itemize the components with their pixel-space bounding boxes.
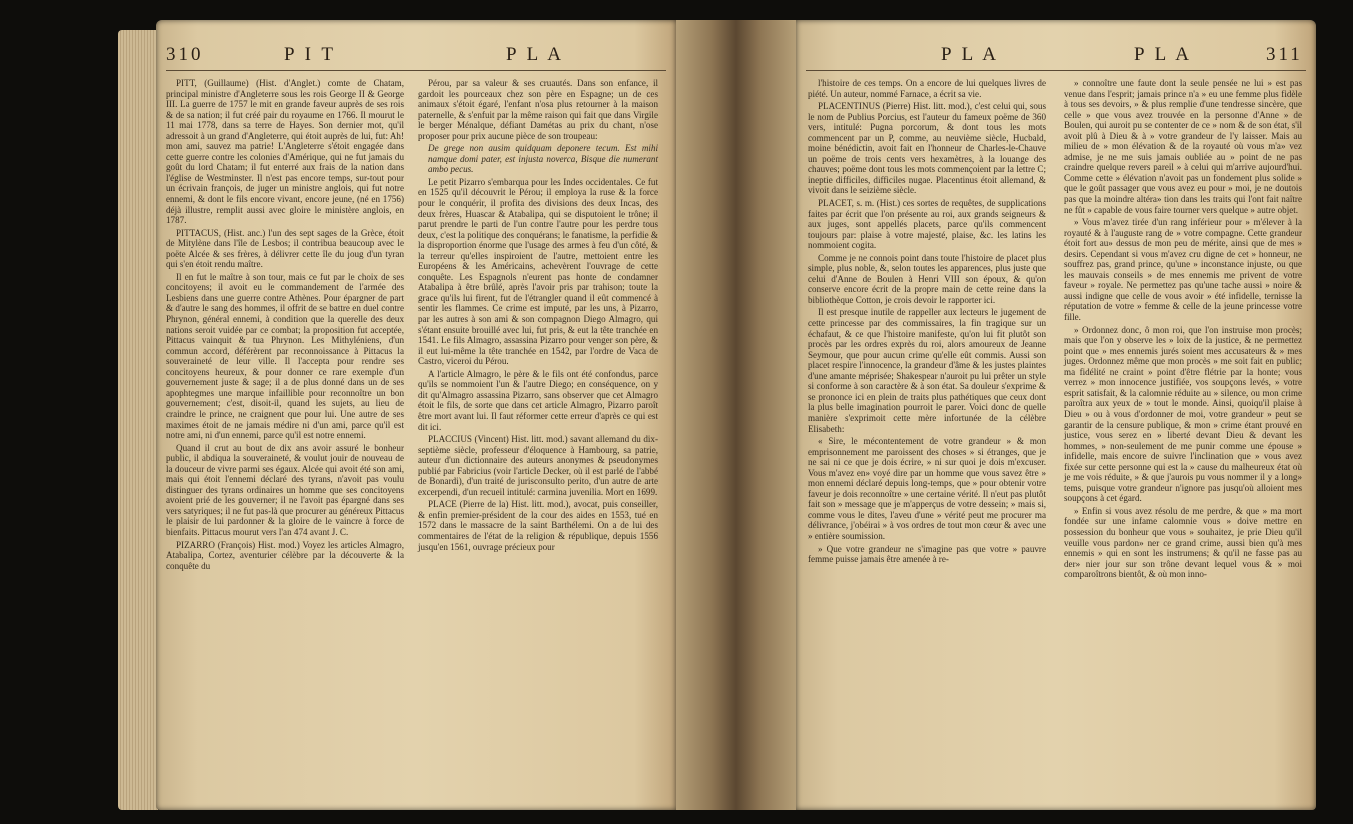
paragraph: PITTACUS, (Hist. anc.) l'un des sept sages de la Grèce, étoit de Mitylène dans l'île de Lesbos; il contribua beaucoup avec le poëte Alcée & ses frères, à délivrer cette île du joug d'un tyran qui s'en étoit rendu maître. — [166, 227, 404, 270]
text-column-right — [418, 78, 658, 554]
book-gutter — [676, 20, 796, 810]
header-rule — [806, 70, 1306, 71]
text-column-left — [166, 78, 404, 573]
text-column-right — [1064, 78, 1302, 582]
paragraph: Pérou, par sa valeur & ses cruautés. Dans son enfance, il gardoit les pourceaux chez son père en Espagne; un de ces animaux s'étoit égaré, l'enfant n'osa plus retourner à la maison paternelle, & s'enfuit par la même raison qui fait que dans Virgile le berger Ménalque, défiant Damétas au prix du chant, n'ose proposer pour prix aucune pièce de son troupeau: — [418, 78, 658, 141]
paragraph: » Vous m'avez tirée d'un rang inférieur pour » m'élever à la royauté & à l'auguste rang de » votre compagne. Cette grandeur étoit fort au» dessus de mon peu de mérite, ainsi que de mes » desirs. Cependant si vous m'avez cru digne de cet » honneur, ne souffrez pas, grand prince, qu'une » inconstance injuste, ou que les mauvais conseils » de mes ennemis me privent de votre faveur » royale. Ne permettez pas qu'une tache aussi » noire & aussi indigne que celle de vous avoir » été infidelle, ternisse la réputation de votre » femme & celle de la jeune princesse votre fille. — [1064, 217, 1302, 323]
running-header: P I T — [284, 44, 336, 65]
running-header: P L A — [941, 44, 999, 65]
right-page — [796, 20, 1316, 810]
paragraph: l'histoire de ces temps. On a encore de lui quelques livres de piété. Un auteur, nommé Farnace, a écrit sa vie. — [808, 78, 1046, 99]
header-rule — [166, 70, 666, 71]
latin-quote: De grege non ausim quidquam deponere tecum. Est mihi namque domi pater, est injusta noverca, Bisque die numerant ambo pecus. — [428, 143, 658, 175]
paragraph: Quand il crut au bout de dix ans avoir assuré le bonheur public, il abdiqua la souveraineté, & voulut jouir de nouveau de la douceur de vivre parmi ses égaux. Alcée qui avoit été son ami, mais qui étoit l'ennemi déclaré des tyrans, n'avoit pas voulu distinguer des tyrans ordinaires un homme que ses concitoyens avoient prié de les gouverner; il ne l'avoit pas épargné dans ses vers satyriques; il ne fut pas-là que procurer au généreux Pittacus le plaisir de lui pardonner & la gloire de le vaincre à force de bienfaits. Pittacus mourut vers l'an 474 avant J. C. — [166, 442, 404, 537]
paragraph: » Enfin si vous avez résolu de me perdre, & que » ma mort fondée sur une infame calomnie vous » doive mettre en possession du bonheur que vous » souhaitez, je prie Dieu qu'il veuille vous pardon» ner ce grand crime, aussi bien qu'à mes ennemis » qui en sont les instrumens; & qu'il ne fasse pas au der» nier jour sur son trône devant lequel vous & » moi comparoîtrons bientôt, & où mon inno- — [1064, 505, 1302, 580]
running-header: P L A — [506, 44, 564, 65]
paragraph: PLACE (Pierre de la) Hist. litt. mod.), avocat, puis conseiller, & enfin premier-président de la cour des aides en 1553, tué en 1572 dans le massacre de la saint Barthélemi. On a de lui des commentaires de l'état de la religion & république, depuis 1556 jusqu'en 1561, ouvrage précieux pour — [418, 499, 658, 552]
text-column-left — [808, 78, 1046, 567]
paragraph: » Que votre grandeur ne s'imagine pas que votre » pauvre femme puisse jamais être amenée à re- — [808, 543, 1046, 565]
paragraph: Il en fut le maître à son tour, mais ce fut par le choix de ses concitoyens; il avoit eu le commandement de l'armée des Lesbiens dans une guerre contre Athènes. Pour épargner de part & d'autre le sang des hommes, il offrit de se battre en duel contre Phrynon, général ennemi, à condition que la querelle des deux nations seroit vuidée par ce combat; la proposition fut acceptée, Pittacus vainquit & tua Phrynon. Les Mithyléniens, d'un commun accord, déférèrent par reconnoissance à Pittacus la souveraineté de leur ville. Il l'accepta pour rendre ses concitoyens heureux, & pour donner ce rare exemple d'un gouvernement juste & sage; il a de plus donné dans un de ses apophtegmes une marque infaillible pour reconnoître un bon gouvernement; c'est, disoit-il, quand les sujets, au lieu de craindre le prince, ne craignent que pour lui. Une autre de ses maximes étoit de ne jamais médire ni d'un ami, parce qu'il est notre ami, ni d'un ennemi, parce qu'il est notre ennemi. — [166, 271, 404, 441]
left-page — [156, 20, 676, 810]
paragraph: A l'article Almagro, le père & le fils ont été confondus, parce qu'ils se nommoient l'un & l'autre Diego; en conséquence, on y dit qu'Almagro assassina Pizarro, sans observer que cet Almagro étoit le fils, de sorte que dans cet article Almagro, Pizarro paroît être mort avant lui. Il faut réformer cette erreur d'après ce qui est dit ici. — [418, 368, 658, 432]
paragraph: Il est presque inutile de rappeller aux lecteurs le jugement de cette princesse par des commissaires, la fin tragique sur un échafaut, & ce que l'histoire manifeste, qu'on lui fit plutôt son procès par les ordres exprès du roi, alors amoureux de Jeanne Seymour, que pour aucun crime qu'elle eût commis. Aussi son placet respire l'innocence, la grandeur d'âme & les justes plaintes d'une amante méprisée; Shakespear n'auroit pu lui prêter un style si conforme à son caractère & à son état. Sa douleur s'exprime & se prononce ici en plein de traits plus pathétiques que ceux dont la plus belle imagination pourroit le parer. Voici donc de quelle manière s'exprimoit cette mère infortunée de la célèbre Elisabeth: — [808, 307, 1046, 434]
paragraph: » connoître une faute dont la seule pensée ne lui » est pas venue dans l'esprit; jamais prince n'a » eu une femme plus fidèle à tous ses devoirs, » & plus remplie d'une tendresse sincère, que celle » que vous avez trouvée en la personne d'Anne » de Boulen, qui auroit pu se contenter de ce » nom & de son état, s'il avoit plû à Dieu & à » votre grandeur de l'y laisser. Mais au milieu de » mon élévation & de la royauté où vous m'a» vez admise, je ne me suis jamais oubliée au » point de ne pas craindre quelque revers pareil » à celui qui m'arrive aujourd'hui. Comme cette » élévation n'avoit pas un fondement plus solide » que le goût passager que vous avez eu pour » moi, je ne doutois pas que la moindre altéra» tion dans les traits qui l'ont fait naître ne fût » capable de vous faire tourner vers quelque » autre objet. — [1064, 78, 1302, 215]
paragraph: PLACENTINUS (Pierre) Hist. litt. mod.), c'est celui qui, sous le nom de Publius Porcius, est l'auteur du fameux poëme de 360 vers, intitulé: Pugna porcorum, & dont tous les mots commencent par un P, comme, au neuvième siècle, Hucbald, moine bénédictin, avoit fait en l'honneur de Charles-le-Chauve un poëme de trois cents vers hexamètres, à la louange des chauves; poëme dont tous les mots commençoient par la lettre C; ineptie difficiles, difficiles nugae. Placentinus étoit allemand, & vivoit dans le seizième siècle. — [808, 101, 1046, 196]
page-number: 310 — [166, 44, 204, 65]
paragraph: PIZARRO (François) Hist. mod.) Voyez les articles Almagro, Atabalipa, Cortez, aventurier célèbre par la découverte & la conquête du — [166, 539, 404, 571]
paragraph: PLACET, s. m. (Hist.) ces sortes de requêtes, de supplications faites par écrit que l'on présente au roi, aux grands seigneurs & aux juges, sont appellés placets, parce qu'ils commencent toujours par: plaise à votre majesté, plaise, &c. les latins les nommoient cogita. — [808, 198, 1046, 251]
paragraph: » Ordonnez donc, ô mon roi, que l'on instruise mon procès; mais que l'on y observe les » loix de la justice, & ne permettez point que » mes ennemis jurés soient mes accusateurs & » mes juges. Ordonnez même que mon procès » me soit fait en public; ma fidélité ne craint » point d'être flétrie par la honte; vous verrez » mon innocence justifiée, vos soupçons levés, » votre esprit satisfait, & la calomnie réduite au » silence, ou mon crime paroîtra aux yeux de » tout le monde. Ainsi, quoiqu'il plaise à Dieu » ou à vous d'ordonner de moi, votre grandeur » peut se garantir de la censure publique, & mon » crime étant prouvé en justice, vous serez en » liberté devant Dieu & devant les hommes, » non-seulement de me punir comme une épouse » infidelle, mais encore de suivre l'inclination que » vous avez fixée sur cette personne qui est la » cause du malheureux état où je me vois réduite, » & que j'aurois pu vous nommer il y a long» tems, puisque votre grandeur n'ignore pas jusqu'où alloient mes soupçons à cet égard. — [1064, 324, 1302, 504]
page-number: 311 — [1266, 44, 1303, 65]
paragraph: « Sire, le mécontentement de votre grandeur » & mon emprisonnement me paroissent des choses » si étranges, que je ne sai ni ce que je dois écrire, » ni sur quoi je dois m'excuser. Vous m'avez en» voyé dire par un homme que vous savez être » mon ennemi déclaré depuis long-temps, que » pour obtenir votre faveur je dois reconnoître » une certaine vérité. Il n'eut pas plutôt fait son » message que je m'apperçus de votre dessein; » mais si, comme vous le dites, l'aveu d'une » vérité peut me procurer ma délivrance, j'obéirai » à vos ordres de tout mon cœur & avec une » entière soumission. — [808, 436, 1046, 541]
paragraph: Le petit Pizarro s'embarqua pour les Indes occidentales. Ce fut en 1525 qu'il découvrit le Pérou; il employa la ruse & la force pour le conquérir, il profita des divisions des deux Incas, des deux frères, Huascar & Atabalipa, qui se disputoient le trône; il parut prendre le parti de l'un contre l'autre pour les perdre tous deux, c'est la politique des conquérans; le fanatisme, la perfidie & la disproportion énorme que l'usage des armes à feu d'un côté, & la terreur qu'elles inspiroient de l'autre, mettoient entre les Européens & les Américains, achevèrent l'ouvrage de cette conquête. Les Espagnols n'eurent pas honte de condamner Atabalipa à être brûlé, après l'avoir pris par trahison; toute la grace qu'ils lui firent, fut de l'étrangler quand il eût commencé à sentir les flammes. Ce crime est imputé, par les uns, à Pizarro, par les autres à son ami & son compagnon Diego Almagro, qui s'étant ensuite brouillé avec lui, fut pris, & eut la tête tranchée en 1541. Le fils Almagro, assassina Pizarro pour venger son père, & il eut lui-même la tête tranchée en 1542, par l'ordre de Vaca de Castro, viceroi du Pérou. — [418, 176, 658, 367]
paragraph: PITT, (Guillaume) (Hist. d'Anglet.) comte de Chatam, principal ministre d'Angleterre sous les rois George II & George III. La guerre de 1757 le mit en grande faveur auprès de ses rois & de sa nation; il fut créé pair du royaume en 1766. Il mourut le 11 mai 1778, dans sa terre de Hayes. Son dernier mot, qu'il adressoit à un grand d'Angleterre, qui étoit auprès de lui, fut: Ah! mon ami, sauvez ma patrie! L'Angleterre s'étoit engagée dans cette guerre contre les colonies d'Amérique, qui ne fut jamais du goût du lord Chatam; il fut enterré aux frais de la nation dans l'église de Westminster. Il n'est pas encore temps, sur-tout pour un écrivain françois, de juger un ministre anglois, qui fut notre ennemi, & dont le fils encore vivant, encore jeune, (né en 1756) déjà illustre, remplit aussi avec gloire le ministère anglois, en 1787. — [166, 78, 404, 226]
open-book — [118, 20, 1303, 820]
paragraph: PLACCIUS (Vincent) Hist. litt. mod.) savant allemand du dix-septième siècle, professeur d'éloquence à Hambourg, sa patrie, auteur d'un dictionnaire des auteurs anonymes & pseudonymes publié par Fabricius (voir l'article Decker, où il est parlé de l'abbé de Bonardi), d'un traité de jurisconsulto perito, d'un autre de arte excerpendi, d'un recueil intitulé: carmina juvenilia. Mort en 1699. — [418, 434, 658, 497]
running-header: P L A — [1134, 44, 1192, 65]
paragraph: Comme je ne connois point dans toute l'histoire de placet plus simple, plus noble, &, selon toutes les apparences, plus juste que celui d'Anne de Boulen à Henri VIII son époux, & qu'on conserve encore écrit de la propre main de cette reine dans la bibliothèque Cotton, je crois devoir le rapporter ici. — [808, 252, 1046, 305]
